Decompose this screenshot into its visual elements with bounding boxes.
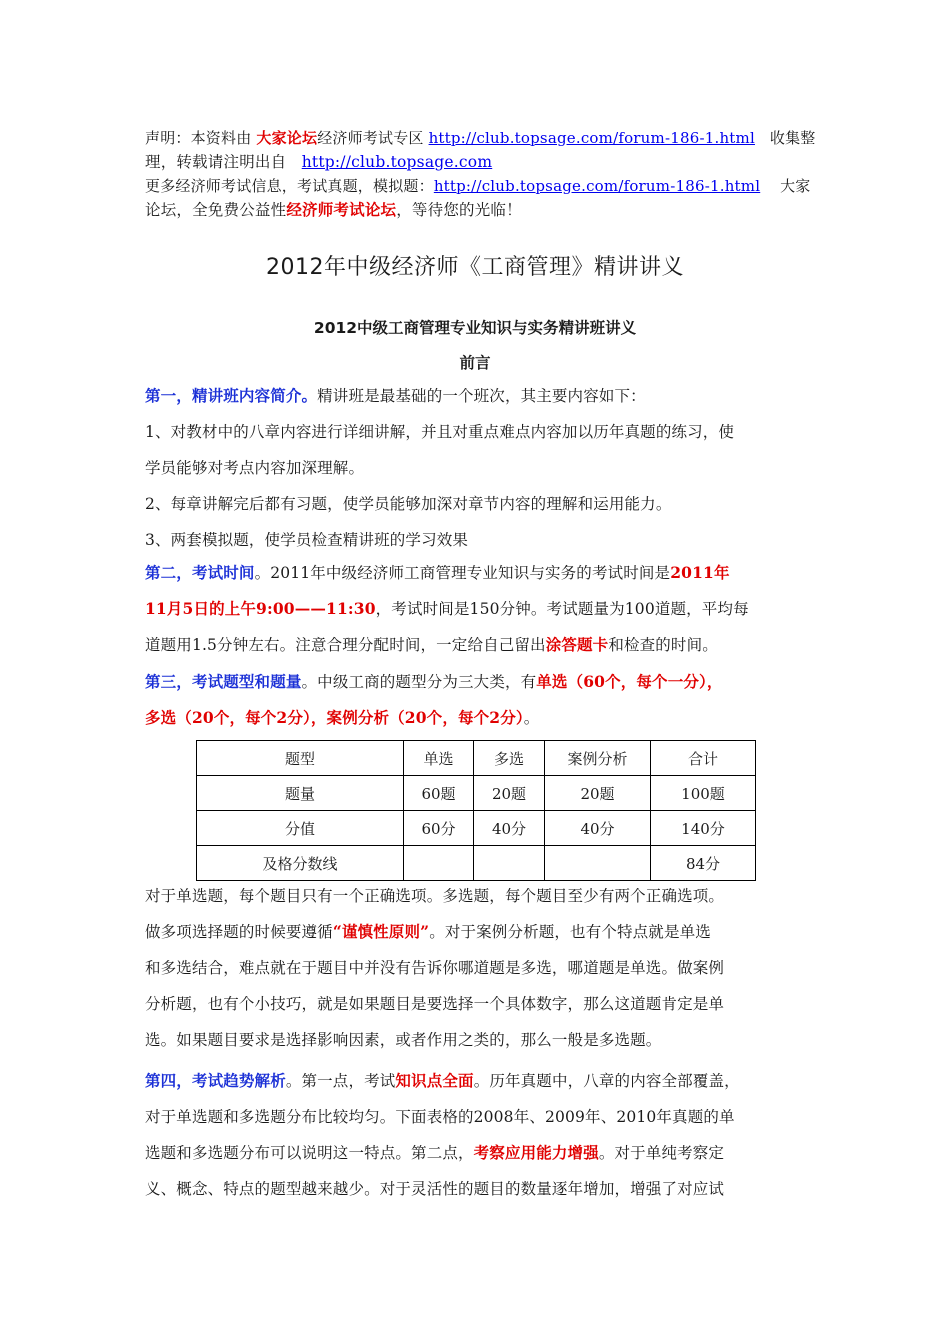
notice-line-3 (145, 174, 815, 198)
preface-heading: 前言 (459, 354, 491, 372)
section-heading: 第四，考试趋势解析 (145, 1071, 286, 1090)
paragraph-line: 选。如果题目要求是选择影响因素，或者作用之类的，那么一般是多选题。 (145, 1031, 662, 1049)
section-4 (145, 1063, 810, 1207)
paragraph-line (145, 1063, 810, 1099)
table-cell: 分值 (197, 811, 404, 846)
table-cell (404, 846, 474, 881)
notice-text: 理，转载请注明出自 (145, 153, 287, 171)
section-3 (145, 664, 810, 736)
text: ，考试时间是150分钟。考试题量为100道题，平均每 (375, 600, 749, 618)
notice-text: 收集整 (769, 129, 816, 147)
table-row (197, 846, 756, 881)
highlight: 知识点全面 (395, 1071, 474, 1090)
text: 。第一点，考试 (285, 1072, 396, 1090)
paragraph-line (145, 378, 810, 414)
text: 选题和多选题分布可以说明这一特点。第二点， (145, 1144, 474, 1162)
notice-text: 经济师考试专区 (317, 129, 424, 147)
document-subtitle: 2012中级工商管理专业知识与实务精讲班讲义 (313, 319, 637, 337)
text: 。历年真题中，八章的内容全部覆盖， (473, 1072, 740, 1090)
paragraph-line (145, 700, 810, 736)
paragraph-line (145, 555, 810, 591)
notice-line-4 (145, 198, 815, 222)
text: 道题用1.5分钟左右。注意合理分配时间，一定给自己留出 (145, 636, 546, 654)
highlight: 考察应用能力增强 (473, 1143, 599, 1162)
text: 。对于单纯考察定 (598, 1144, 725, 1162)
paragraph-line (145, 1135, 810, 1171)
notice-text: 论坛，全免费公益性 (145, 201, 287, 219)
table-cell: 20题 (474, 776, 545, 811)
section-2 (145, 555, 810, 663)
list-item-cont: 学员能够对考点内容加深理解。 (145, 459, 365, 477)
table-cell (474, 846, 545, 881)
table-cell: 及格分数线 (197, 846, 404, 881)
table-cell: 40分 (545, 811, 651, 846)
table-row (197, 776, 756, 811)
list-item: 1、对教材中的八章内容进行详细讲解，并且对重点难点内容加以历年真题的练习，使 (145, 423, 735, 441)
text: 。对于案例分析题，也有个特点就是单选 (429, 923, 711, 941)
table-header-cell: 案例分析 (545, 741, 651, 776)
highlight: 涂答题卡 (545, 635, 609, 654)
notice-text: 声明：本资料由 (145, 129, 252, 147)
section-1 (145, 378, 810, 558)
notice-text: 更多经济师考试信息，考试真题，模拟题： (145, 177, 434, 195)
list-item: 2、每章讲解完后都有习题，使学员能够加深对章节内容的理解和运用能力。 (145, 495, 672, 513)
paragraph-line (145, 591, 810, 627)
forum-name: 大家论坛 (256, 129, 318, 147)
table-cell: 140分 (651, 811, 756, 846)
table-cell: 60题 (404, 776, 474, 811)
highlight: 11月5日的上午9:00——11:30 (145, 599, 376, 618)
section-heading: 第二，考试时间 (145, 563, 255, 582)
table-header-row (197, 741, 756, 776)
table-cell: 40分 (474, 811, 545, 846)
paragraph-line: 对于单选题，每个题目只有一个正确选项。多选题，每个题目至少有两个正确选项。 (145, 887, 725, 905)
table-cell: 84分 (651, 846, 756, 881)
table-cell: 100题 (651, 776, 756, 811)
table-header-cell: 单选 (404, 741, 474, 776)
paragraph-line: 义、概念、特点的题型越来越少。对于灵活性的题目的数量逐年增加，增强了对应试 (145, 1180, 725, 1198)
table-cell: 20题 (545, 776, 651, 811)
text: 和检查的时间。 (608, 636, 718, 654)
notice-line-1 (145, 126, 815, 150)
paragraph-line: 分析题，也有个小技巧，就是如果题目是要选择一个具体数字，那么这道题肯定是单 (145, 995, 725, 1013)
document-title: 2012年中级经济师《工商管理》精讲讲义 (266, 255, 684, 280)
section-heading: 第三，考试题型和题量 (145, 672, 302, 691)
notice-text: 大家 (780, 177, 811, 195)
notice-text: ，等待您的光临！ (396, 201, 522, 219)
forum-link[interactable]: http://club.topsage.com/forum-186-1.html (428, 129, 755, 147)
forum-link[interactable]: http://club.topsage.com/forum-186-1.html (433, 177, 761, 195)
list-item: 3、两套模拟题，使学员检查精讲班的学习效果 (145, 531, 469, 549)
site-link[interactable]: http://club.topsage.com (301, 153, 493, 171)
source-notice (145, 126, 815, 222)
paragraph-line (145, 914, 810, 950)
text: 做多项选择题的时候要遵循 (145, 923, 333, 941)
table-cell: 题量 (197, 776, 404, 811)
highlight: 2011年 (670, 563, 730, 582)
table-cell: 60分 (404, 811, 474, 846)
table-header-cell: 题型 (197, 741, 404, 776)
section-heading: 第一，精讲班内容简介。 (145, 386, 318, 405)
forum-highlight: 经济师考试论坛 (286, 200, 397, 219)
paragraph-line: 对于单选题和多选题分布比较均匀。下面表格的2008年、2009年、2010年真题的单 (145, 1108, 735, 1126)
score-table (196, 740, 756, 881)
paragraph-line (145, 664, 810, 700)
text: 精讲班是最基础的一个班次，其主要内容如下： (317, 387, 646, 405)
paragraph-line (145, 627, 810, 663)
highlight: 单选（60个，每个一分）， (536, 672, 723, 691)
highlight: “谨慎性原则” (332, 922, 430, 941)
text: 。 (523, 709, 540, 727)
paragraph-line: 和多选结合，难点就在于题目中并没有告诉你哪道题是多选，哪道题是单选。做案例 (145, 959, 725, 977)
table-row (197, 811, 756, 846)
highlight: 多选（20个，每个2分），案例分析（20个，每个2分） (145, 708, 524, 727)
section-question-types (145, 878, 810, 1058)
notice-line-2 (145, 150, 815, 174)
table-cell (545, 846, 651, 881)
text: 。2011年中级经济师工商管理专业知识与实务的考试时间是 (254, 564, 671, 582)
text: 。中级工商的题型分为三大类，有 (301, 673, 537, 691)
table-header-cell: 合计 (651, 741, 756, 776)
table-header-cell: 多选 (474, 741, 545, 776)
